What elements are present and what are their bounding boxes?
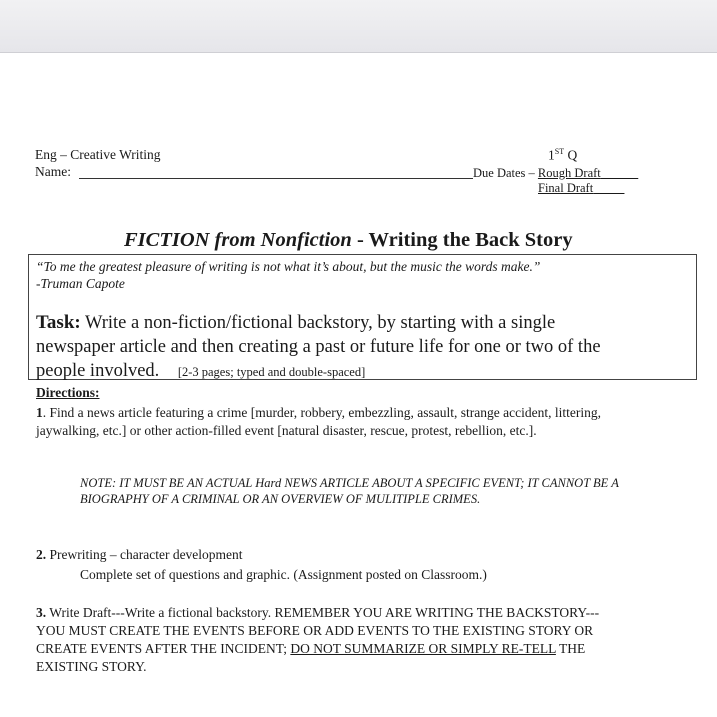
quarter-superscript: ST	[554, 147, 565, 156]
final-draft-label: Final Draft	[538, 181, 594, 195]
item-3-text-3b: DO NOT SUMMARIZE OR SIMPLY RE-TELL	[290, 641, 556, 656]
task-text-1: Write a non-fiction/fictional backstory, by starting with a single	[80, 313, 556, 333]
task-line-3	[36, 359, 365, 384]
assignment-title	[124, 229, 573, 252]
item-3-line-2: YOU MUST CREATE THE EVENTS BEFORE OR ADD EVENTS TO THE EXISTING STORY OR	[36, 623, 594, 638]
rough-draft-label: Rough Draft	[537, 166, 601, 180]
item-2-title-line	[36, 546, 243, 564]
item-1-text-1: . Find a news article featuring a crime [murder, robbery, embezzling, assault, strange accident, littering,	[42, 405, 601, 420]
item-2-number: 2.	[36, 547, 47, 562]
item-3-text-3a: CREATE EVENTS AFTER THE INCIDENT;	[36, 641, 291, 656]
item-3-line-3	[36, 640, 585, 658]
item-3-text-3c: THE	[555, 641, 586, 656]
item-3-number: 3.	[36, 605, 47, 620]
title-italic: FICTION from Nonfiction	[124, 229, 352, 251]
name-blank-line	[79, 178, 473, 179]
item-3-line-1	[36, 604, 599, 622]
viewer-top-bar	[0, 0, 717, 53]
course-name: Eng – Creative Writing	[35, 147, 161, 162]
item-1-line-2: jaywalking, etc.] or other action-filled event [natural disaster, rescue, protest, rebellion, etc.].	[36, 423, 537, 438]
item-2-body: Complete set of questions and graphic. (Assignment posted on Classroom.)	[80, 567, 487, 582]
task-pages: [2-3 pages; typed and double-spaced]	[177, 365, 366, 379]
item-1-line-1	[36, 404, 601, 422]
name-label: Name:	[35, 164, 71, 179]
note-line-2: BIOGRAPHY OF A CRIMINAL OR AN OVERVIEW OF MULITIPLE CRIMES.	[80, 492, 481, 506]
task-line-2: newspaper article and then creating a past or future life for one or two of the	[36, 337, 601, 357]
rough-draft-blank	[601, 166, 639, 180]
item-3-text-1: Write Draft---Write a fictional backstory. REMEMBER YOU ARE WRITING THE BACKSTORY---	[46, 605, 600, 620]
item-2-title: Prewriting – character development	[46, 547, 243, 562]
due-dates	[473, 166, 638, 181]
note-line-1: NOTE: IT MUST BE AN ACTUAL Hard NEWS ARTICLE ABOUT A SPECIFIC EVENT; IT CANNOT BE A	[80, 476, 619, 490]
item-1-number: 1	[36, 405, 43, 420]
task-text-3: people involved.	[36, 361, 160, 381]
task-label: Task:	[36, 312, 81, 333]
due-dates-label: Due Dates –	[473, 166, 538, 180]
directions-heading: Directions:	[36, 385, 100, 400]
title-rest: - Writing the Back Story	[351, 229, 573, 251]
quarter-number: 1	[548, 147, 555, 163]
quarter-letter: Q	[567, 147, 578, 163]
final-draft	[538, 181, 624, 196]
quarter	[548, 147, 577, 164]
item-3-line-4: EXISTING STORY.	[36, 659, 147, 674]
quote-author: -Truman Capote	[36, 276, 125, 291]
final-draft-blank	[593, 181, 624, 195]
task-line-1	[36, 311, 555, 335]
quote: “To me the greatest pleasure of writing is not what it’s about, but the music the words make.”	[36, 259, 541, 274]
